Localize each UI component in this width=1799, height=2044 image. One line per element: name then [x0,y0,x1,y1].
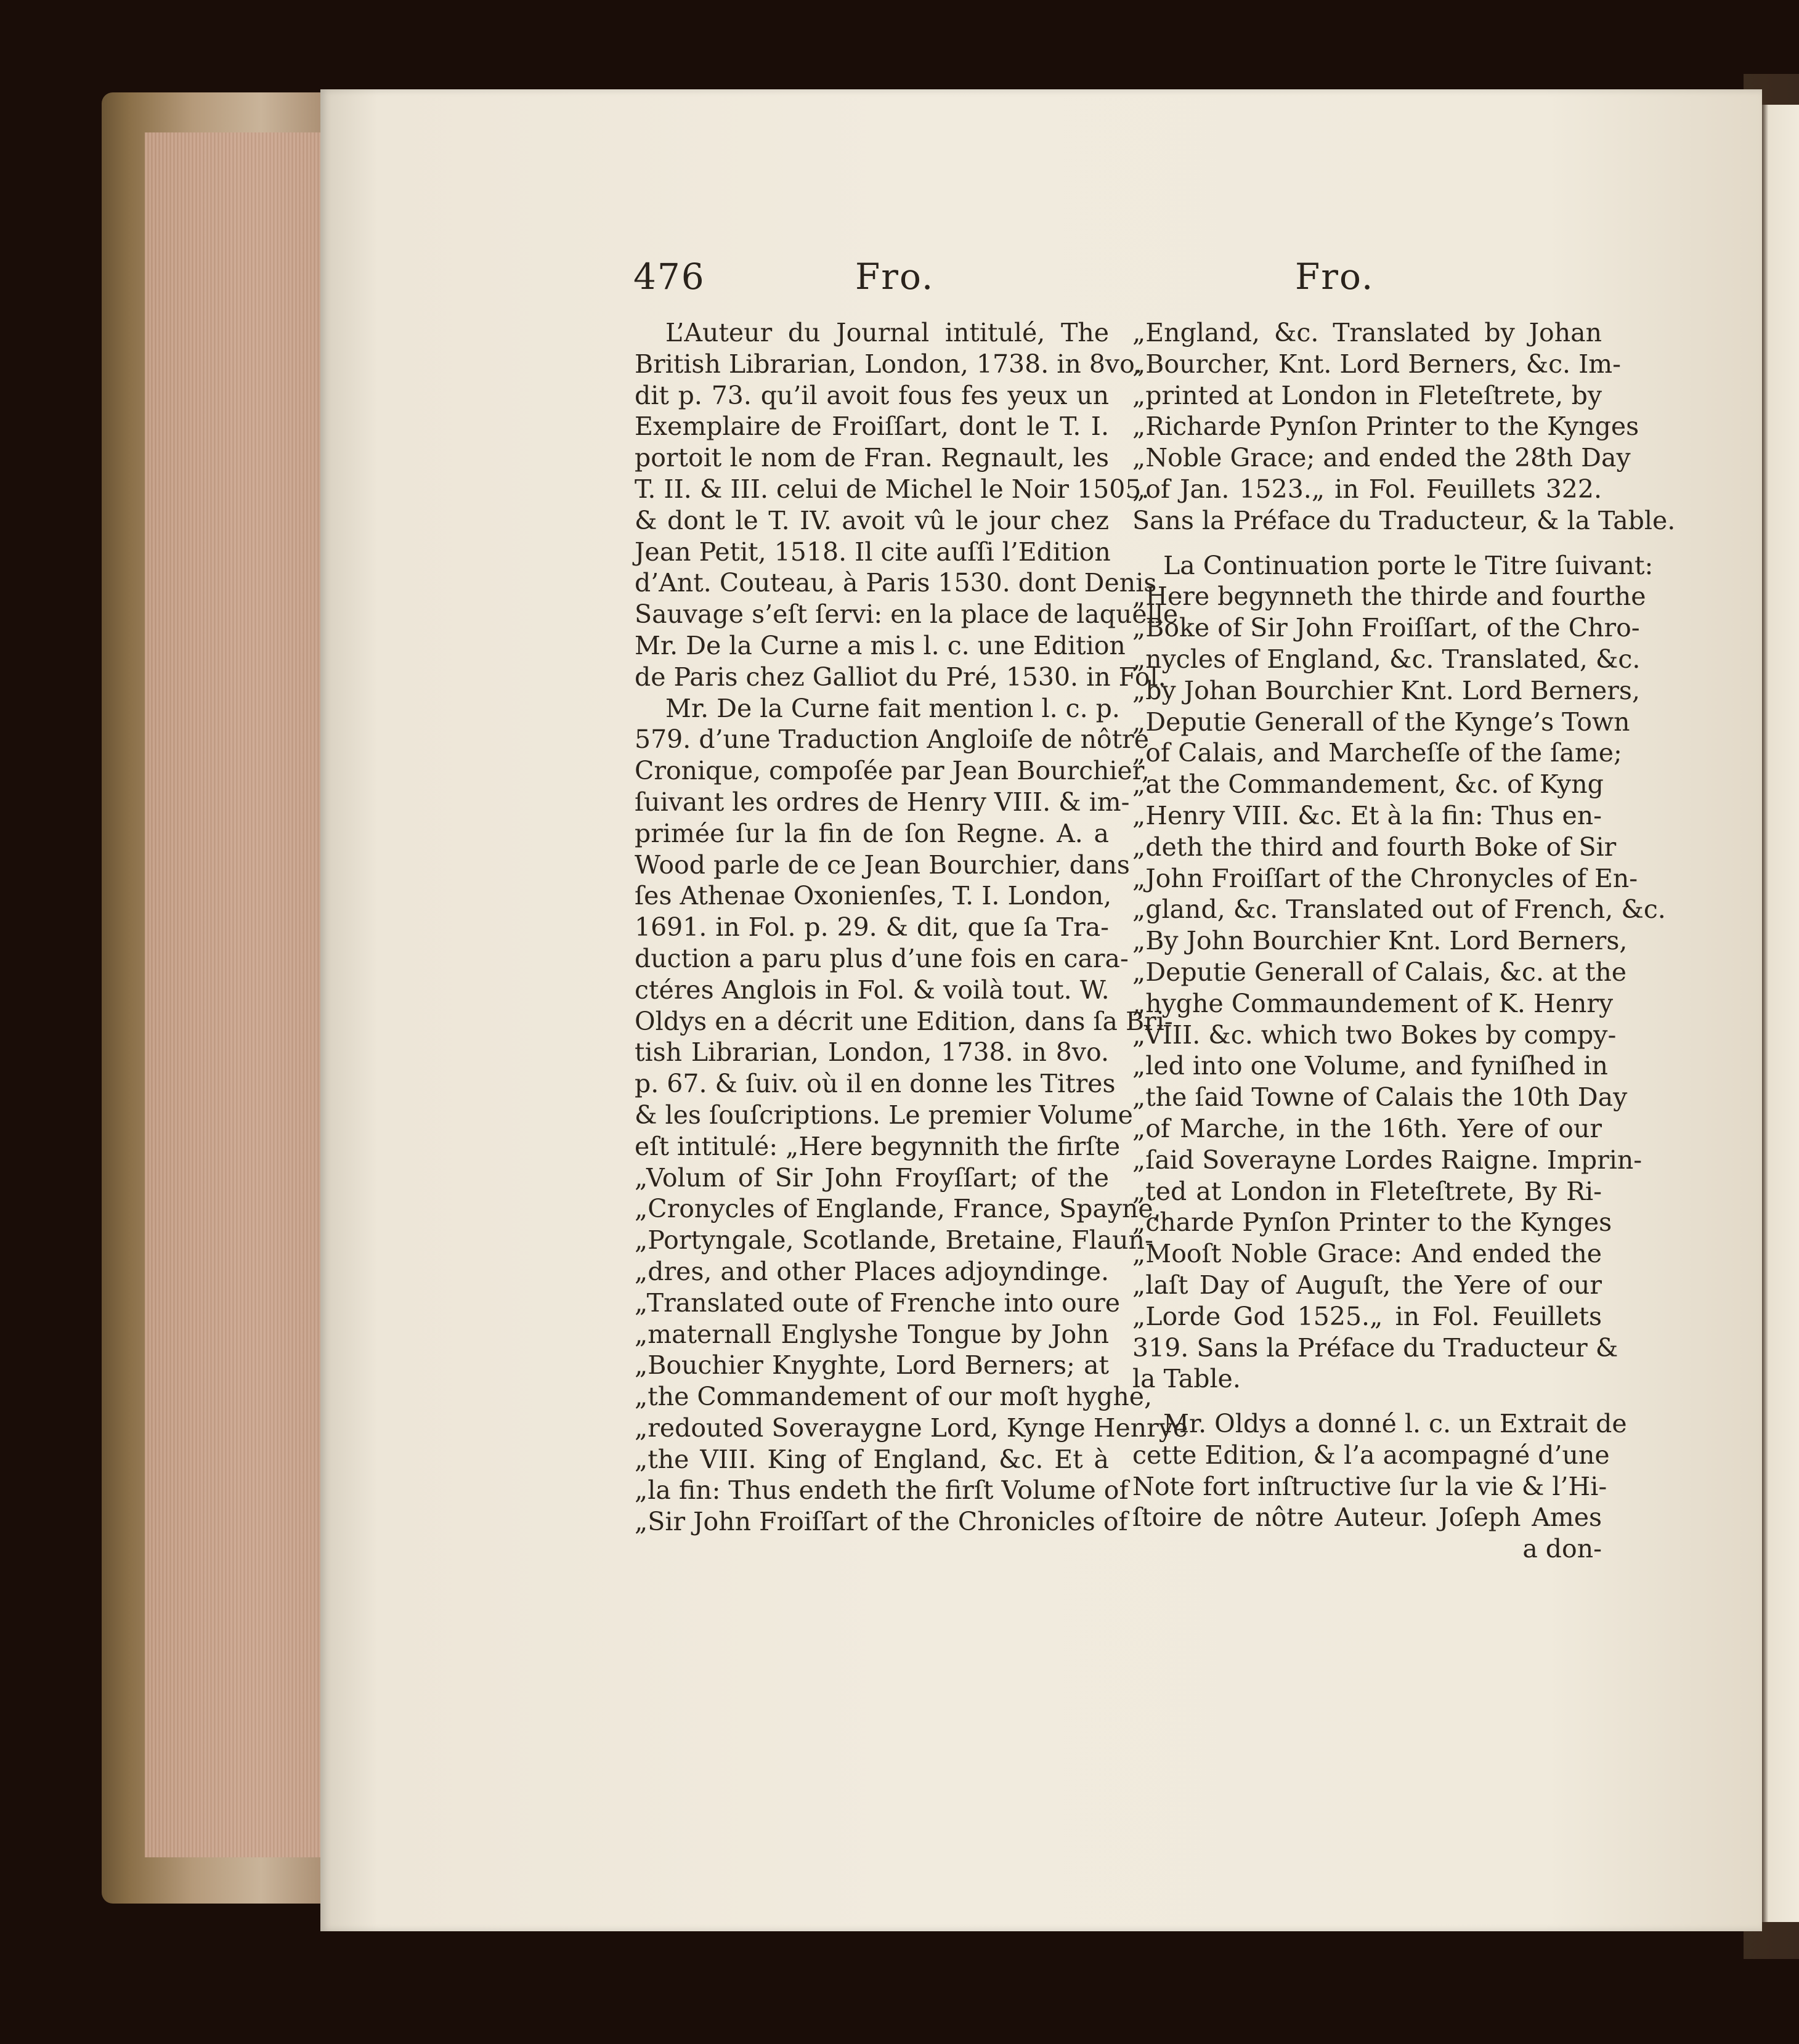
text-line: d’Ant. Couteau, à Paris 1530. dont Denis [635,568,1157,598]
text-line: „of Calais, and Marcheſſe of the ſame; [1132,738,1622,768]
text-line: & les ſouſcriptions. Le premier Volume [635,1100,1133,1130]
page-number: 476 [633,256,705,298]
text-line: Mr. Oldys a donné l. c. un Extrait de [1163,1409,1627,1439]
text-line: „Deputie Generall of Calais, &c. at the [1132,957,1627,987]
text-line: „by Johan Bourchier Knt. Lord Berners, [1132,675,1640,705]
text-line: „Cronycles of Englande, France, Spayne, [635,1194,1161,1224]
text-line: „VIII. &c. which two Bokes by compy- [1132,1020,1617,1050]
text-line: „deth the third and fourth Boke of Sir [1132,832,1617,862]
text-line: 319. Sans la Préface du Traducteur & [1132,1332,1618,1363]
text-line: „Portyngale, Scotlande, Bretaine, Flaun- [635,1225,1153,1255]
text-line: „Boke of Sir John Froiſſart, of the Chro- [1132,613,1640,643]
text-line: & dont le T. IV. avoit vû le jour chez [635,505,1109,535]
text-line: a don- [1522,1534,1602,1564]
text-line: „Bouchier Knyghte, Lord Berners; at [635,1350,1109,1381]
text-line: „Here begynneth the thirde and fourthe [1132,582,1646,612]
text-line: Oldys en a décrit une Edition, dans ſa Bri- [635,1006,1173,1036]
text-line: eſt intitulé: „Here begynnith the firſte [635,1131,1121,1161]
text-line: „gland, &c. Translated out of French, &c. [1132,894,1666,925]
text-line: Note fort inſtructive ſur la vie & l’Hi- [1132,1471,1607,1501]
text-line: La Continuation porte le Titre ſuivant: [1163,550,1654,580]
text-line: „maternall Englyshe Tongue by John [635,1319,1109,1349]
text-line: Sauvage s’eſt ſervi: en la place de laquelle [635,599,1179,630]
text-line: duction a paru plus d’une fois en cara- [635,943,1129,973]
text-line: „Noble Grace; and ended the 28th Day [1132,443,1631,473]
text-line: „printed at London in Fleteſtrete, by [1132,380,1602,410]
text-line: „the Commandement of our moſt hyghe, [635,1382,1153,1412]
text-line: primée ſur la fin de ſon Regne. A. a [635,818,1109,848]
text-line: „Volum of Sir John Froyſſart; of the [635,1162,1109,1193]
text-line: „Mooſt Noble Grace: And ended the [1132,1239,1602,1269]
text-line: Mr. De la Curne fait mention l. c. p. [665,693,1120,723]
text-line: ctéres Anglois in Fol. & voilà tout. W. [635,975,1110,1005]
text-line: de Paris chez Galliot du Pré, 1530. in Fol. [635,662,1166,692]
text-line: „charde Pynſon Printer to the Kynges [1132,1207,1612,1238]
text-line: „la fin: Thus endeth the firſt Volume of [635,1475,1129,1506]
text-line: „Deputie Generall of the Kynge’s Town [1132,707,1630,737]
text-line: la Table. [1132,1364,1241,1394]
text-line: „led into one Volume, and fyniſhed in [1132,1051,1608,1081]
text-line: „Bourcher, Knt. Lord Berners, &c. Im- [1132,349,1622,379]
right-text-column [1132,317,1676,1565]
text-line: Cronique, compoſée par Jean Bourchier, [635,756,1150,786]
text-line: cette Edition, & l’a acompagné d’une [1132,1440,1610,1470]
text-line: British Librarian, London, 1738. in 8vo. [635,349,1143,379]
text-line: „Henry VIII. &c. Et à la fin: Thus en- [1132,800,1602,830]
text-line: ſtoire de nôtre Auteur. Joſeph Ames [1132,1503,1602,1533]
text-line: p. 67. & ſuiv. où il en donne les Titres [635,1069,1116,1099]
text-line: „the VIII. King of England, &c. Et à [635,1444,1109,1474]
text-line: dit p. 73. qu’il avoit fous fes yeux un [635,380,1109,410]
text-line: Exemplaire de Froiſſart, dont le T. I. [635,412,1109,442]
text-line: „of Jan. 1523.„ in Fol. Feuillets 322. [1132,474,1602,504]
text-line: T. II. & III. celui de Michel le Noir 1505. [635,474,1150,504]
text-line: 579. d’une Traduction Angloiſe de nôtre [635,724,1150,755]
text-line: Sans la Préface du Traducteur, & la Table. [1132,505,1676,535]
text-line: „laſt Day of Auguſt, the Yere of our [1132,1270,1602,1300]
text-line: „redouted Soveraygne Lord, Kynge Henrye [635,1413,1188,1443]
left-running-head: Fro. [855,256,935,298]
text-line: „of Marche, in the 16th. Yere of our [1132,1113,1602,1143]
text-line: ſes Athenae Oxonienſes, T. I. London, [635,881,1112,911]
text-line: „Richarde Pynſon Printer to the Kynges [1132,412,1639,442]
text-line: „England, &c. Translated by Johan [1132,318,1602,347]
page-stack-edge [145,132,330,1857]
text-line: „Sir John Froiſſart of the Chronicles of [635,1507,1128,1537]
facing-page-sliver [1761,105,1799,1922]
text-line: „dres, and other Places adjoyndinge. [635,1256,1109,1286]
text-line: „nycles of England, &c. Translated, &c. [1132,644,1641,674]
text-line: „hyghe Commaundement of K. Henry [1132,988,1614,1018]
text-line: Jean Petit, 1518. Il cite auſſi l’Edition [635,537,1111,567]
text-line: Mr. De la Curne a mis l. c. une Edition [635,630,1126,660]
text-line: Wood parle de ce Jean Bourchier, dans [635,850,1130,880]
text-line: „ted at London in Fleteſtrete, By Ri- [1132,1176,1602,1206]
text-line: tish Librarian, London, 1738. in 8vo. [635,1037,1109,1068]
text-line: L’Auteur du Journal intitulé, The [665,318,1109,347]
text-line: portoit le nom de Fran. Regnault, les [635,443,1109,473]
text-line: „ſaid Soverayne Lordes Raigne. Imprin- [1132,1145,1643,1175]
text-line: „at the Commandement, &c. of Kyng [1132,769,1604,800]
text-line: „John Froiſſart of the Chronycles of En- [1132,863,1638,893]
text-line: 1691. in Fol. p. 29. & dit, que ſa Tra- [635,912,1109,943]
text-line: „Lorde God 1525.„ in Fol. Feuillets [1132,1301,1602,1331]
text-line: „the ſaid Towne of Calais the 10th Day [1132,1082,1628,1113]
text-line: „By John Bourchier Knt. Lord Berners, [1132,926,1628,956]
text-line: ſuivant les ordres de Henry VIII. & im- [635,787,1130,817]
text-line: „Translated oute of Frenche into oure [635,1288,1120,1318]
right-running-head: Fro. [1295,256,1375,298]
